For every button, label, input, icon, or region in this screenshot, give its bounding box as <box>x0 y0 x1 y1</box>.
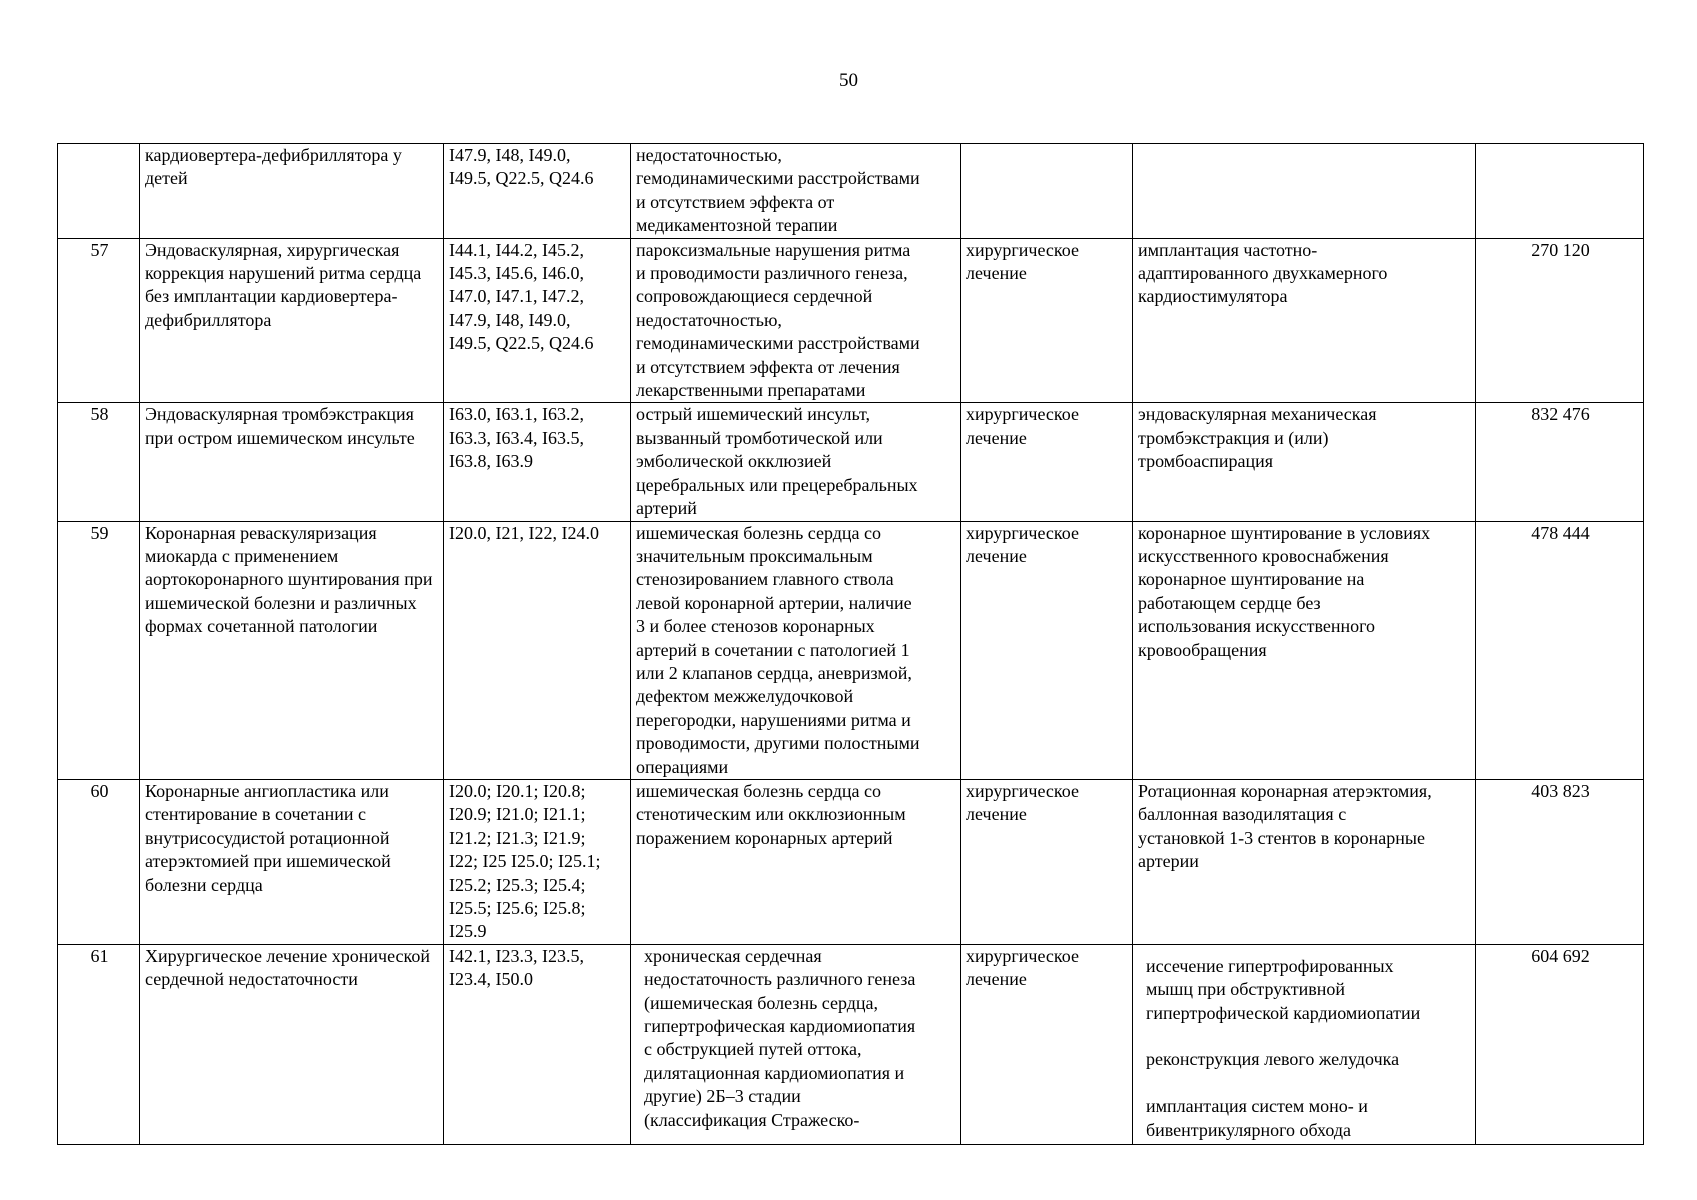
treatment-type-cell: хирургическое лечение <box>961 779 1133 944</box>
treatment-method-cell <box>1133 144 1476 239</box>
condition-cell: ишемическая болезнь сердца со стенотическим или окклюзионным поражением коронарных артерий <box>631 779 961 944</box>
row-number-cell: 60 <box>58 779 140 944</box>
table-row <box>58 238 1644 403</box>
cost-cell: 270 120 <box>1476 238 1644 403</box>
row-number-cell: 57 <box>58 238 140 403</box>
icd-codes-cell: I20.0; I20.1; I20.8; I20.9; I21.0; I21.1; I21.2; I21.3; I21.9; I22; I25 I25.0; I25.1; I25.2; I25.3; I25.4; I25.5; I25.6; I25.8; I25.9 <box>444 779 631 944</box>
treatment-type-cell: хирургическое лечение <box>961 521 1133 779</box>
page-number: 50 <box>839 70 858 91</box>
row-number-cell: 58 <box>58 403 140 521</box>
row-number-cell: 61 <box>58 944 140 1144</box>
treatment-method-cell: коронарное шунтирование в условиях искусственного кровоснабжения коронарное шунтирование на работающем сердце без использования искусственного кровообращения <box>1133 521 1476 779</box>
table-row <box>58 944 1644 1144</box>
row-number-cell: 59 <box>58 521 140 779</box>
treatment-type-cell <box>961 144 1133 239</box>
condition-cell: ишемическая болезнь сердца со значительным проксимальным стенозированием главного ствола левой коронарной артерии, наличие 3 и более стенозов коронарных артерий в сочетании с патологией 1 или 2 клапанов сердца, аневризмой, дефектом межжелудочковой перегородки, нарушениями ритма и проводимости, другими полостными операциями <box>631 521 961 779</box>
care-name-cell: Хирургическое лечение хронической сердечной недостаточности <box>140 944 444 1144</box>
table-row <box>58 521 1644 779</box>
treatment-method-cell: иссечение гипертрофированных мышц при обструктивной гипертрофической кардиомиопатии реконструкция левого желудочка имплантация систем моно- и бивентрикулярного обхода <box>1133 944 1476 1144</box>
care-name-cell: Эндоваскулярная тромбэкстракция при остром ишемическом инсульте <box>140 403 444 521</box>
treatment-method-cell: эндоваскулярная механическая тромбэкстракция и (или) тромбоаспирация <box>1133 403 1476 521</box>
medical-care-table <box>57 143 1644 1145</box>
care-name-cell: кардиовертера-дефибриллятора у детей <box>140 144 444 239</box>
cost-cell: 604 692 <box>1476 944 1644 1144</box>
treatment-type-cell: хирургическое лечение <box>961 944 1133 1144</box>
condition-cell: пароксизмальные нарушения ритма и проводимости различного генеза, сопровождающиеся сердечной недостаточностью, гемодинамическими расстройствами и отсутствием эффекта от лечения лекарственными препаратами <box>631 238 961 403</box>
table-row <box>58 403 1644 521</box>
condition-cell: недостаточностью, гемодинамическими расстройствами и отсутствием эффекта от медикаментозной терапии <box>631 144 961 239</box>
icd-codes-cell: I42.1, I23.3, I23.5, I23.4, I50.0 <box>444 944 631 1144</box>
condition-cell: острый ишемический инсульт, вызванный тромботической или эмболической окклюзией церебральных или прецеребральных артерий <box>631 403 961 521</box>
icd-codes-cell: I44.1, I44.2, I45.2, I45.3, I45.6, I46.0, I47.0, I47.1, I47.2, I47.9, I48, I49.0, I49.5, Q22.5, Q24.6 <box>444 238 631 403</box>
icd-codes-cell: I47.9, I48, I49.0, I49.5, Q22.5, Q24.6 <box>444 144 631 239</box>
icd-codes-cell: I63.0, I63.1, I63.2, I63.3, I63.4, I63.5, I63.8, I63.9 <box>444 403 631 521</box>
cost-cell: 403 823 <box>1476 779 1644 944</box>
table-row <box>58 144 1644 239</box>
condition-cell: хроническая сердечная недостаточность различного генеза (ишемическая болезнь сердца, гипертрофическая кардиомиопатия с обструкцией путей оттока, дилятационная кардиомиопатия и другие) 2Б–3 стадии (классификация Стражеско- <box>631 944 961 1144</box>
care-name-cell: Коронарные ангиопластика или стентирование в сочетании с внутрисосудистой ротационной атерэктомией при ишемической болезни сердца <box>140 779 444 944</box>
care-name-cell: Коронарная реваскуляризация миокарда с применением аортокоронарного шунтирования при ишемической болезни и различных формах сочетанной патологии <box>140 521 444 779</box>
treatment-type-cell: хирургическое лечение <box>961 403 1133 521</box>
table-row <box>58 779 1644 944</box>
cost-cell: 832 476 <box>1476 403 1644 521</box>
cost-cell <box>1476 144 1644 239</box>
row-number-cell <box>58 144 140 239</box>
treatment-type-cell: хирургическое лечение <box>961 238 1133 403</box>
care-name-cell: Эндоваскулярная, хирургическая коррекция нарушений ритма сердца без имплантации кардиовертера-дефибриллятора <box>140 238 444 403</box>
cost-cell: 478 444 <box>1476 521 1644 779</box>
icd-codes-cell: I20.0, I21, I22, I24.0 <box>444 521 631 779</box>
treatment-method-cell: Ротационная коронарная атерэктомия, баллонная вазодилятация с установкой 1-3 стентов в коронарные артерии <box>1133 779 1476 944</box>
treatment-method-cell: имплантация частотно- адаптированного двухкамерного кардиостимулятора <box>1133 238 1476 403</box>
